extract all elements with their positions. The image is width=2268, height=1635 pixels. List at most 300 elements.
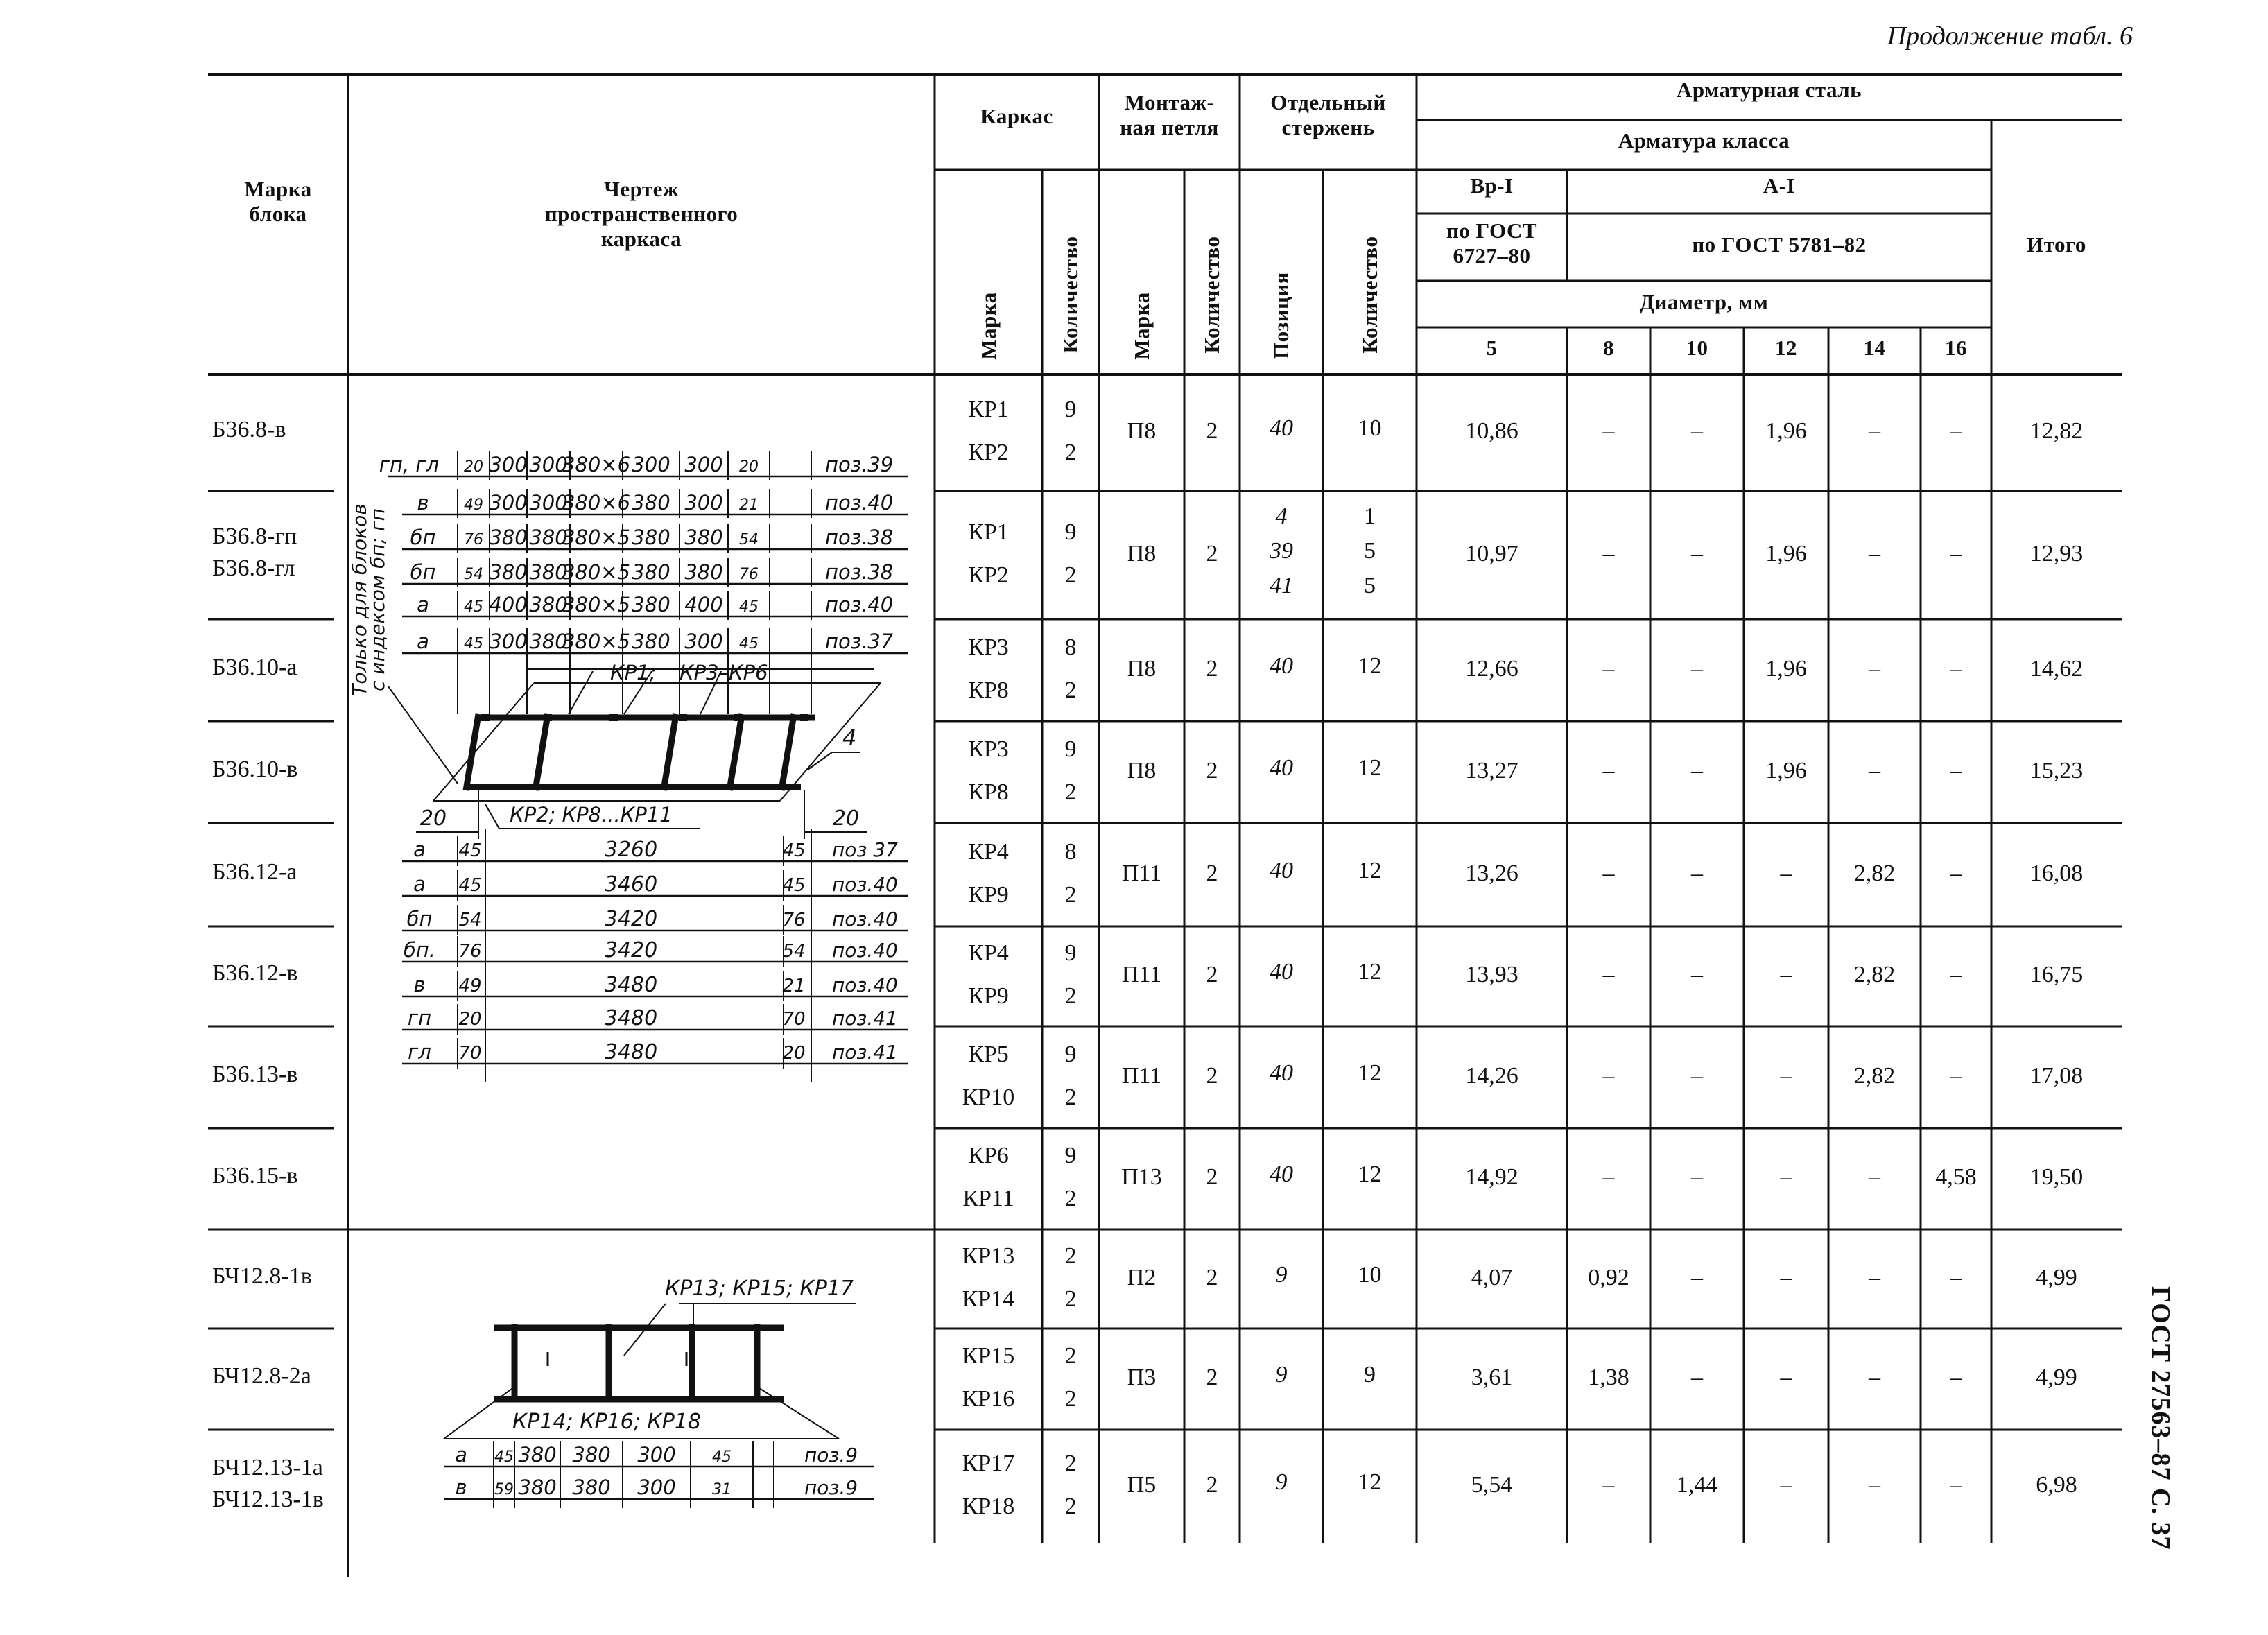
len-left: 45 bbox=[458, 840, 482, 861]
len-label: бп bbox=[406, 907, 433, 931]
position: 9 bbox=[1275, 1469, 1288, 1495]
len-left: 20 bbox=[458, 1009, 482, 1030]
header-karkas: Каркас bbox=[980, 104, 1053, 128]
position: 40 bbox=[1270, 652, 1293, 679]
position-qty: 10 bbox=[1358, 1261, 1382, 1288]
block-mark: БЧ12.8-2а bbox=[212, 1363, 311, 1389]
len-value: 3460 bbox=[604, 872, 658, 897]
frame-post bbox=[466, 714, 478, 790]
karkas-mark: КР1 bbox=[968, 519, 1009, 545]
header-gost-bp: по ГОСТ 6727–80 bbox=[1446, 218, 1538, 268]
karkas-mark: КР2 bbox=[968, 440, 1009, 465]
karkas-qty: 2 bbox=[1064, 983, 1077, 1009]
loop-qty: 2 bbox=[1206, 655, 1218, 682]
len-label: гп bbox=[407, 1006, 432, 1030]
dim-row-value: 380×5 bbox=[562, 593, 631, 616]
position-qty: 12 bbox=[1358, 1469, 1382, 1495]
total-value: 12,82 bbox=[2029, 418, 2084, 444]
header-diameter-12: 12 bbox=[1775, 336, 1797, 360]
karkas-qty: 8 bbox=[1064, 634, 1077, 660]
dim-row-value: 49 bbox=[464, 496, 483, 514]
steel-value: – bbox=[1691, 1264, 1703, 1290]
dim-row-value: 380 bbox=[529, 630, 568, 653]
karkas-mark: КР9 bbox=[968, 881, 1009, 908]
karkas-qty: 2 bbox=[1064, 1343, 1077, 1369]
loop-qty: 2 bbox=[1206, 860, 1218, 886]
header-diameter-16: 16 bbox=[1945, 336, 1967, 360]
dim2-value: 300 bbox=[637, 1443, 676, 1467]
frame2-outline bbox=[757, 1387, 839, 1439]
frame-outline bbox=[433, 683, 534, 801]
len-value: 3420 bbox=[604, 907, 658, 931]
steel-value: 1,96 bbox=[1765, 418, 1807, 444]
karkas-mark: КР3 bbox=[968, 634, 1009, 660]
position: 39 bbox=[1270, 537, 1293, 564]
steel-value: – bbox=[1691, 655, 1703, 682]
dim-row-value: 300 bbox=[684, 630, 723, 653]
steel-value: – bbox=[1780, 860, 1792, 886]
label-kr13-kr17: КР13; КР15; КР17 bbox=[665, 1277, 854, 1301]
dim2-value: 45 bbox=[712, 1448, 732, 1466]
dim-row-value: 76 bbox=[464, 531, 483, 548]
loop-mark: П8 bbox=[1127, 540, 1157, 566]
len-value: 3420 bbox=[604, 938, 658, 962]
position-qty: 5 bbox=[1364, 537, 1376, 564]
len-left: 45 bbox=[458, 875, 482, 896]
steel-value: – bbox=[1691, 1365, 1703, 1390]
frame-mark bbox=[539, 745, 541, 759]
steel-value: 14,92 bbox=[1465, 1164, 1518, 1190]
dim-row-value: 380 bbox=[684, 560, 723, 584]
dim-row-value: 380×5 bbox=[562, 630, 631, 653]
position-qty: 5 bbox=[1364, 572, 1376, 598]
steel-value: – bbox=[1780, 1062, 1792, 1089]
karkas-qty: 2 bbox=[1064, 562, 1077, 588]
block-mark: БЧ12.13-1а bbox=[212, 1454, 323, 1480]
block-mark: Б36.10-в bbox=[212, 756, 298, 782]
dim-row-value: 380×6 bbox=[562, 491, 631, 514]
steel-value: – bbox=[1780, 962, 1792, 987]
steel-value: 5,54 bbox=[1471, 1471, 1513, 1498]
header-a1: А-I bbox=[1763, 173, 1796, 198]
steel-value: 13,93 bbox=[1465, 962, 1518, 987]
block-mark: Б36.8-в bbox=[212, 417, 286, 442]
note-leader bbox=[388, 686, 458, 784]
steel-value: 4,07 bbox=[1471, 1264, 1513, 1290]
dim-row-value: 380 bbox=[632, 491, 670, 514]
steel-value: – bbox=[1691, 1164, 1703, 1190]
position: 9 bbox=[1275, 1362, 1288, 1387]
steel-value: – bbox=[1869, 757, 1880, 784]
karkas-mark: КР5 bbox=[968, 1041, 1009, 1067]
position: 40 bbox=[1270, 857, 1293, 883]
dim-row-value: 380 bbox=[632, 526, 670, 549]
dim-row-value: 21 bbox=[739, 496, 759, 514]
steel-value: – bbox=[1691, 540, 1703, 566]
dim2-pos: поз.9 bbox=[804, 1476, 858, 1499]
steel-value: – bbox=[1950, 757, 1962, 784]
steel-value: 14,26 bbox=[1465, 1062, 1518, 1089]
header-itogo: Итого bbox=[2027, 232, 2086, 257]
frame2-outline bbox=[444, 1387, 514, 1439]
position-qty: 12 bbox=[1358, 652, 1382, 679]
dim-row-value: 54 bbox=[464, 566, 483, 583]
steel-value: 13,26 bbox=[1465, 860, 1518, 886]
total-value: 4,99 bbox=[2036, 1365, 2077, 1390]
steel-value: – bbox=[1691, 757, 1703, 784]
dim-row-label: в bbox=[417, 491, 429, 514]
dim2-value: 45 bbox=[494, 1448, 514, 1466]
steel-value: – bbox=[1602, 962, 1615, 987]
header-bp1: Вр-I bbox=[1470, 173, 1514, 198]
position-qty: 12 bbox=[1358, 1161, 1382, 1187]
header-marka-bloka: Марка блока bbox=[244, 177, 312, 226]
steel-value: – bbox=[1950, 418, 1962, 444]
label-kr14-kr18: КР14; КР16; КР18 bbox=[512, 1410, 701, 1434]
steel-value: 1,96 bbox=[1765, 757, 1807, 784]
dim2-value: 380 bbox=[518, 1443, 557, 1467]
dim-row-value: 400 bbox=[684, 593, 723, 616]
karkas-mark: КР10 bbox=[962, 1084, 1015, 1110]
block-mark: Б36.13-в bbox=[212, 1061, 298, 1087]
header-armatura-klassa: Арматура класса bbox=[1618, 128, 1790, 153]
header-loop-marka: Марка bbox=[1129, 292, 1154, 360]
frame-mark bbox=[668, 745, 669, 759]
len-pos: поз.40 bbox=[832, 873, 898, 896]
loop-qty: 2 bbox=[1206, 962, 1218, 987]
header-diameter-14: 14 bbox=[1863, 336, 1886, 360]
total-value: 17,08 bbox=[2029, 1062, 2084, 1089]
karkas-qty: 2 bbox=[1064, 1286, 1077, 1312]
karkas-mark: КР16 bbox=[962, 1386, 1015, 1412]
len-value: 3480 bbox=[604, 1006, 658, 1030]
karkas-mark: КР8 bbox=[968, 779, 1009, 805]
karkas-qty: 2 bbox=[1064, 779, 1077, 805]
steel-value: – bbox=[1950, 1264, 1962, 1290]
page-header: Продолжение табл. 6 bbox=[1887, 21, 2133, 51]
dim-row-value: 380 bbox=[529, 593, 568, 616]
position-qty: 12 bbox=[1358, 959, 1382, 985]
len-value: 3480 bbox=[604, 973, 658, 997]
karkas-qty: 9 bbox=[1064, 736, 1077, 762]
dim2-value: 380 bbox=[572, 1443, 611, 1467]
header-diametr: Диаметр, мм bbox=[1639, 290, 1769, 314]
steel-value: – bbox=[1780, 1365, 1792, 1390]
karkas-qty: 2 bbox=[1064, 1493, 1077, 1519]
loop-qty: 2 bbox=[1206, 1365, 1218, 1390]
len-left: 70 bbox=[458, 1043, 482, 1064]
steel-value: 2,82 bbox=[1853, 962, 1896, 987]
header-diameter-5: 5 bbox=[1486, 336, 1498, 360]
steel-value: – bbox=[1869, 1471, 1880, 1498]
block-mark: Б36.8-гл bbox=[212, 555, 295, 581]
steel-value: – bbox=[1950, 962, 1962, 987]
steel-value: – bbox=[1950, 540, 1962, 566]
karkas-qty: 9 bbox=[1064, 397, 1077, 422]
total-value: 16,08 bbox=[2029, 860, 2084, 886]
position-qty: 12 bbox=[1358, 1059, 1382, 1086]
karkas-mark: КР13 bbox=[962, 1243, 1015, 1269]
len-pos: поз.41 bbox=[832, 1041, 898, 1064]
side-footer: ГОСТ 27563–87 С. 37 bbox=[2146, 1286, 2175, 1550]
dim-top-value: 300 bbox=[489, 453, 528, 476]
dim2-value: 31 bbox=[712, 1481, 732, 1498]
karkas-mark: КР2 bbox=[968, 562, 1009, 588]
position-qty: 10 bbox=[1358, 415, 1382, 441]
steel-value: – bbox=[1780, 1264, 1792, 1290]
dim-row-value: 380 bbox=[529, 526, 568, 549]
len-right: 21 bbox=[782, 976, 806, 996]
karkas-qty: 9 bbox=[1064, 1041, 1077, 1067]
steel-value: 10,97 bbox=[1465, 540, 1518, 566]
steel-value: – bbox=[1602, 540, 1615, 566]
position: 40 bbox=[1270, 959, 1293, 985]
karkas-mark: КР4 bbox=[968, 838, 1009, 865]
dim-row-value: 45 bbox=[464, 635, 483, 652]
frame-post bbox=[664, 714, 676, 790]
len-left: 76 bbox=[458, 941, 482, 962]
steel-value: – bbox=[1602, 1471, 1615, 1498]
dim-row-value: 380 bbox=[632, 630, 670, 653]
steel-value: 1,44 bbox=[1676, 1471, 1718, 1498]
loop-qty: 2 bbox=[1206, 757, 1218, 784]
dim-row-value: 380 bbox=[632, 593, 670, 616]
steel-value: – bbox=[1869, 1164, 1880, 1190]
dim-row-label: бп bbox=[410, 560, 436, 584]
header-diameter-10: 10 bbox=[1686, 336, 1708, 360]
dim-20-left: 20 bbox=[419, 806, 447, 831]
steel-value: – bbox=[1691, 418, 1703, 444]
karkas-qty: 9 bbox=[1064, 519, 1077, 545]
dim-row-value: 54 bbox=[739, 531, 759, 548]
dim2-value: 380 bbox=[572, 1476, 611, 1499]
steel-value: – bbox=[1602, 1164, 1615, 1190]
loop-qty: 2 bbox=[1206, 1471, 1218, 1498]
steel-value: – bbox=[1602, 1062, 1615, 1089]
karkas-qty: 2 bbox=[1064, 677, 1077, 703]
karkas-mark: КР11 bbox=[962, 1186, 1014, 1211]
position: 41 bbox=[1270, 572, 1293, 598]
label-leader bbox=[569, 671, 593, 714]
len-pos: поз.40 bbox=[832, 974, 898, 996]
dim2-value: 59 bbox=[494, 1481, 514, 1498]
header-pos-qty: Количество bbox=[1357, 236, 1382, 354]
header-armatur-stal: Арматурная сталь bbox=[1676, 78, 1862, 102]
dim-row-pos: поз.37 bbox=[825, 630, 894, 653]
dim-row-pos: поз.40 bbox=[825, 491, 894, 514]
side-note: с индексом бп; гп bbox=[366, 508, 389, 691]
len-label: гл bbox=[408, 1040, 431, 1064]
dim-row-value: 380 bbox=[684, 526, 723, 549]
steel-value: 1,96 bbox=[1765, 540, 1807, 566]
dim-row-value: 380×5 bbox=[562, 526, 631, 549]
dim-row-pos: поз.38 bbox=[825, 560, 894, 584]
karkas-qty: 9 bbox=[1064, 1143, 1077, 1168]
steel-value: 1,96 bbox=[1765, 655, 1807, 682]
len-label: бп. bbox=[403, 938, 436, 962]
steel-value: – bbox=[1602, 418, 1615, 444]
dim-row-value: 45 bbox=[464, 598, 483, 616]
karkas-qty: 9 bbox=[1064, 940, 1077, 966]
steel-value: – bbox=[1691, 962, 1703, 987]
dim-row-value: 300 bbox=[684, 491, 723, 514]
len-pos: поз.40 bbox=[832, 939, 898, 962]
len-right: 76 bbox=[782, 910, 806, 931]
total-value: 12,93 bbox=[2029, 540, 2084, 566]
dim-row-value: 400 bbox=[489, 593, 528, 616]
frame-post bbox=[781, 714, 794, 790]
steel-value: – bbox=[1869, 1365, 1880, 1390]
dim-row-pos: поз.40 bbox=[825, 593, 894, 616]
steel-value: – bbox=[1602, 757, 1615, 784]
block-mark: БЧ12.13-1в bbox=[212, 1486, 324, 1512]
karkas-mark: КР15 bbox=[962, 1343, 1015, 1369]
dim-top-pos: поз.39 bbox=[825, 453, 894, 476]
block-mark: Б36.15-в bbox=[212, 1163, 298, 1188]
steel-value: 3,61 bbox=[1471, 1365, 1513, 1390]
len-right: 45 bbox=[782, 875, 806, 896]
dim-row-value: 380 bbox=[529, 560, 568, 584]
side-note: Только для блоков bbox=[348, 503, 371, 696]
position: 40 bbox=[1270, 1059, 1293, 1086]
dim2-pos: поз.9 bbox=[804, 1444, 858, 1467]
karkas-mark: КР3 bbox=[968, 736, 1009, 762]
total-value: 19,50 bbox=[2029, 1164, 2084, 1190]
header-karkas-qty: Количество bbox=[1058, 236, 1082, 354]
label-kr3-kr6: КР3–КР6 bbox=[679, 661, 768, 684]
steel-value: 1,38 bbox=[1588, 1365, 1629, 1390]
dim-row-value: 380 bbox=[632, 560, 670, 584]
karkas-mark: КР18 bbox=[962, 1493, 1015, 1519]
header-diameter-8: 8 bbox=[1603, 336, 1614, 360]
karkas-qty: 2 bbox=[1064, 1084, 1077, 1110]
dim-top-value: 20 bbox=[464, 458, 483, 476]
len-left: 54 bbox=[458, 910, 482, 931]
steel-value: – bbox=[1950, 655, 1962, 682]
dim-row-value: 76 bbox=[739, 566, 759, 583]
position: 40 bbox=[1270, 1161, 1293, 1187]
steel-value: 13,27 bbox=[1465, 757, 1518, 784]
steel-value: – bbox=[1869, 418, 1880, 444]
loop-qty: 2 bbox=[1206, 1164, 1218, 1190]
karkas-mark: КР14 bbox=[962, 1286, 1015, 1312]
dim-20-right: 20 bbox=[832, 806, 860, 831]
dim-row-value: 300 bbox=[489, 630, 528, 653]
position-qty: 1 bbox=[1364, 503, 1376, 529]
karkas-mark: КР6 bbox=[968, 1143, 1009, 1168]
dim-row-value: 45 bbox=[739, 635, 759, 652]
position: 40 bbox=[1270, 754, 1293, 781]
steel-value: – bbox=[1869, 540, 1880, 566]
len-label: а bbox=[413, 838, 426, 861]
header-karkas-marka: Марка bbox=[976, 292, 1001, 360]
loop-mark: П11 bbox=[1121, 1062, 1162, 1089]
len-label: а bbox=[413, 872, 426, 896]
steel-value: – bbox=[1691, 860, 1703, 886]
dim-top-value: 380×6 bbox=[562, 453, 631, 476]
karkas-qty: 2 bbox=[1064, 1386, 1077, 1412]
loop-mark: П3 bbox=[1127, 1365, 1157, 1390]
dim-row-value: 380 bbox=[489, 526, 528, 549]
frame-post bbox=[729, 714, 742, 790]
steel-value: – bbox=[1950, 1471, 1962, 1498]
dim-row-label: а bbox=[417, 593, 429, 616]
loop-mark: П5 bbox=[1127, 1471, 1157, 1498]
dim-row-value: 45 bbox=[739, 598, 759, 616]
karkas-qty: 2 bbox=[1064, 1450, 1077, 1476]
len-pos: поз.41 bbox=[832, 1007, 898, 1030]
len-right: 20 bbox=[782, 1043, 806, 1064]
header-otdelny: Отдельный стержень bbox=[1270, 90, 1386, 139]
dim2-label: в bbox=[455, 1476, 467, 1499]
loop-mark: П8 bbox=[1127, 757, 1157, 784]
dim-row-value: 380 bbox=[489, 560, 528, 584]
loop-qty: 2 bbox=[1206, 418, 1218, 444]
karkas-qty: 2 bbox=[1064, 881, 1077, 908]
karkas-qty: 2 bbox=[1064, 440, 1077, 465]
header-position: Позиция bbox=[1269, 272, 1293, 359]
karkas-mark: КР8 bbox=[968, 677, 1009, 703]
header-loop-qty: Количество bbox=[1200, 236, 1224, 354]
steel-value: 12,66 bbox=[1465, 655, 1518, 682]
label-kr2-kr11: КР2; КР8...КР11 bbox=[510, 803, 673, 827]
dim2-label: а bbox=[455, 1443, 467, 1467]
loop-mark: П8 bbox=[1127, 418, 1157, 444]
karkas-mark: КР4 bbox=[968, 940, 1009, 966]
loop-mark: П13 bbox=[1121, 1164, 1162, 1190]
len-pos: поз.40 bbox=[832, 908, 898, 931]
len-right: 70 bbox=[782, 1009, 806, 1030]
steel-value: 10,86 bbox=[1465, 418, 1518, 444]
block-mark: Б36.12-в bbox=[212, 960, 298, 986]
block-mark: Б36.12-а bbox=[212, 858, 297, 885]
dim-top-label: гп, гл bbox=[379, 453, 440, 476]
position-qty: 12 bbox=[1358, 857, 1382, 883]
total-value: 14,62 bbox=[2029, 655, 2084, 682]
dim-top-value: 300 bbox=[529, 453, 568, 476]
position: 9 bbox=[1275, 1261, 1288, 1288]
steel-value: 2,82 bbox=[1853, 1062, 1896, 1089]
dim-row-value: 380×5 bbox=[562, 560, 631, 584]
len-right: 45 bbox=[782, 840, 806, 861]
dim-top-value: 20 bbox=[739, 458, 759, 476]
frame-outline bbox=[780, 683, 881, 801]
frame-post bbox=[535, 714, 548, 790]
block-mark: Б36.8-гп bbox=[212, 523, 297, 549]
total-value: 4,99 bbox=[2036, 1264, 2077, 1290]
karkas-qty: 2 bbox=[1064, 1243, 1077, 1269]
position: 4 bbox=[1275, 503, 1288, 529]
len-value: 3480 bbox=[604, 1040, 658, 1064]
dim2-value: 380 bbox=[518, 1476, 557, 1499]
steel-value: – bbox=[1950, 1062, 1962, 1089]
steel-value: 4,58 bbox=[1935, 1164, 1977, 1190]
dim-row-value: 300 bbox=[489, 491, 528, 514]
karkas-qty: 2 bbox=[1064, 1186, 1077, 1211]
karkas-mark: КР9 bbox=[968, 983, 1009, 1009]
loop-mark: П11 bbox=[1121, 962, 1162, 987]
loop-qty: 2 bbox=[1206, 1062, 1218, 1089]
dim-row-pos: поз.38 bbox=[825, 526, 894, 549]
position-qty: 9 bbox=[1364, 1362, 1376, 1387]
steel-value: 2,82 bbox=[1853, 860, 1896, 886]
label-leader bbox=[485, 804, 499, 829]
loop-mark: П11 bbox=[1121, 860, 1162, 886]
len-label: в bbox=[413, 973, 426, 996]
loop-qty: 2 bbox=[1206, 540, 1218, 566]
total-value: 16,75 bbox=[2029, 962, 2084, 987]
dim-row-value: 300 bbox=[529, 491, 568, 514]
